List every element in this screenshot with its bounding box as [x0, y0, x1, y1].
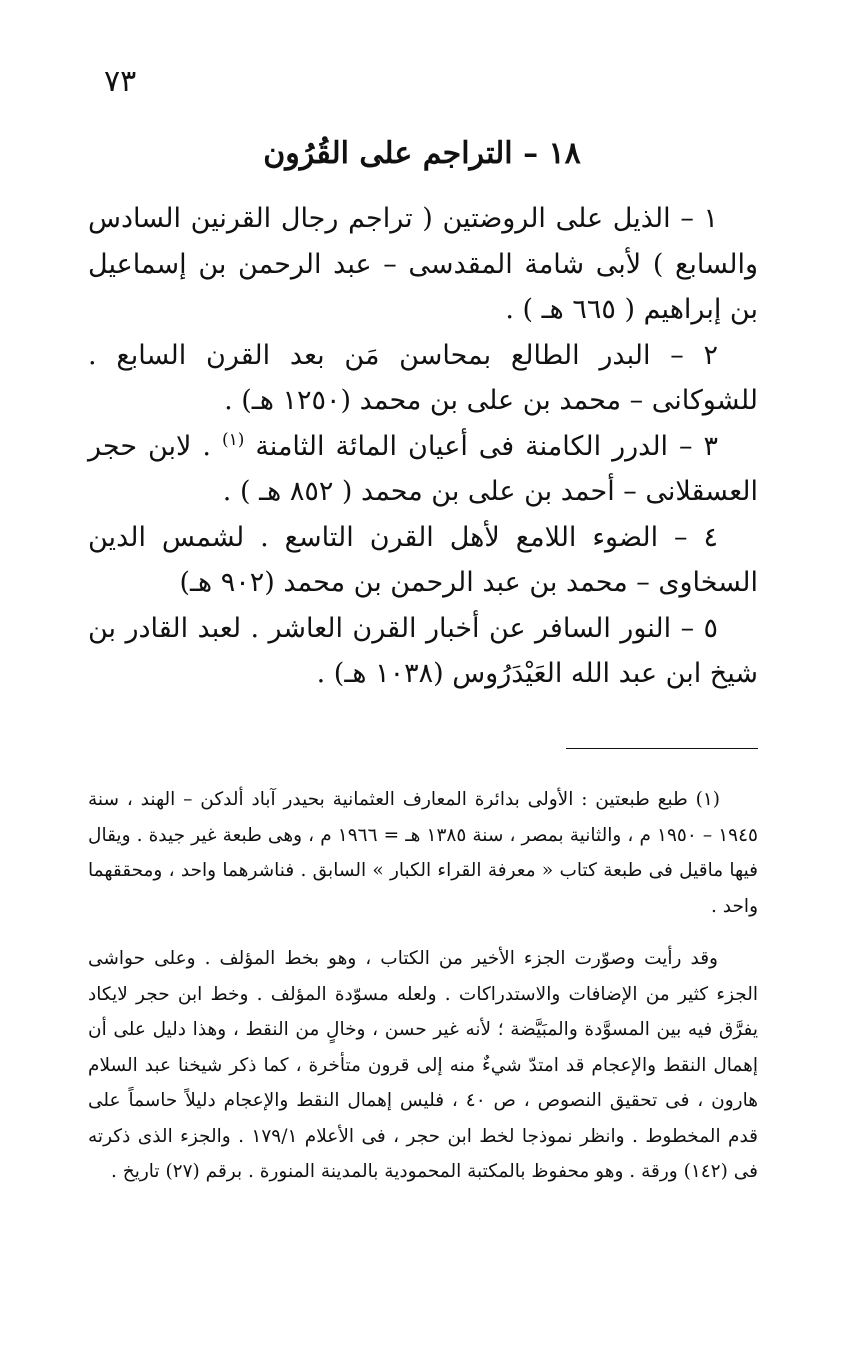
entries-list: [88, 196, 758, 697]
entry-4: ٤ – الضوء اللامع لأهل القرن التاسع . لشمس الدين السخاوى – محمد بن عبد الرحمن بن محمد (٩٠٢ هـ): [88, 521, 758, 598]
entry-1: ١ – الذيل على الروضتين ( تراجم رجال القرنين السادس والسابع ) لأبى شامة المقدسى – عبد الرحمن بن إسماعيل بن إبراهيم ( ٦٦٥ هـ ) .: [88, 203, 758, 325]
entry-2: ٢ – البدر الطالع بمحاسن مَن بعد القرن السابع . للشوكانى – محمد بن على بن محمد (١٢٥٠ هـ) .: [88, 339, 758, 416]
footnote-paragraph-2: وقد رأيت وصوّرت الجزء الأخير من الكتاب ، وهو بخط المؤلف . وعلى حواشى الجزء كثير من الإضافات والاستدراكات . ولعله مسوّدة المؤلف . وخط ابن حجر لايكاد يفرَّق فيه بين المسوَّدة والمبَيَّضة ؛ لأنه غير حسن ، وخالٍ من النقط ، وهذا دليل على أن إهمال النقط والإعجام قد امتدّ شيءٌ منه إلى قرون متأخرة ، كما ذكر شيخنا عبد السلام هارون ، فى تحقيق النصوص ، ص ٤٠ ، فليس إهمال النقط والإعجام دليلاً حاسماً على قدم المخطوط . وانظر نموذجا لخط ابن حجر ، فى الأعلام ١٧٩/١ . والجزء الذى ذكرته فى (١٤٢) ورقة . وهو محفوظ بالمكتبة المحمودية بالمدينة المنورة . برقم (٢٧) تاريخ .: [88, 948, 759, 1182]
footnotes: [88, 782, 758, 1190]
page-number: ٧٣: [104, 64, 137, 99]
footnote-1: (١) طبع طبعتين : الأولى بدائرة المعارف العثمانية بحيدر آباد ألدكن – الهند ، سنة ١٩٤٥ – ١٩٥٠ م ، والثانية بمصر ، سنة ١٣٨٥ هـ = ١٩٦٦ م ، وهى طبعة غير جيدة . ويقال فيها ماقيل فى طبعة كتاب « معرفة القراء الكبار » السابق . فناشرهما واحد ، ومحققهما واحد .: [88, 789, 758, 917]
entry-5: ٥ – النور السافر عن أخبار القرن العاشر . لعبد القادر بن شيخ ابن عبد الله العَيْدَرُوس (١٠٣٨ هـ) .: [88, 612, 758, 689]
footnote-reference-1: (١): [221, 429, 245, 450]
entry-3-text-after: . لابن حجر العسقلانى – أحمد بن على بن محمد ( ٨٥٢ هـ ) .: [88, 430, 758, 507]
entry-3: [88, 424, 758, 515]
section-heading: ١٨ – التراجم على القُرُون: [263, 136, 581, 171]
footnote-separator: [566, 748, 758, 749]
entry-3-text-before: ٣ – الدرر الكامنة فى أعيان المائة الثامنة: [244, 430, 718, 462]
